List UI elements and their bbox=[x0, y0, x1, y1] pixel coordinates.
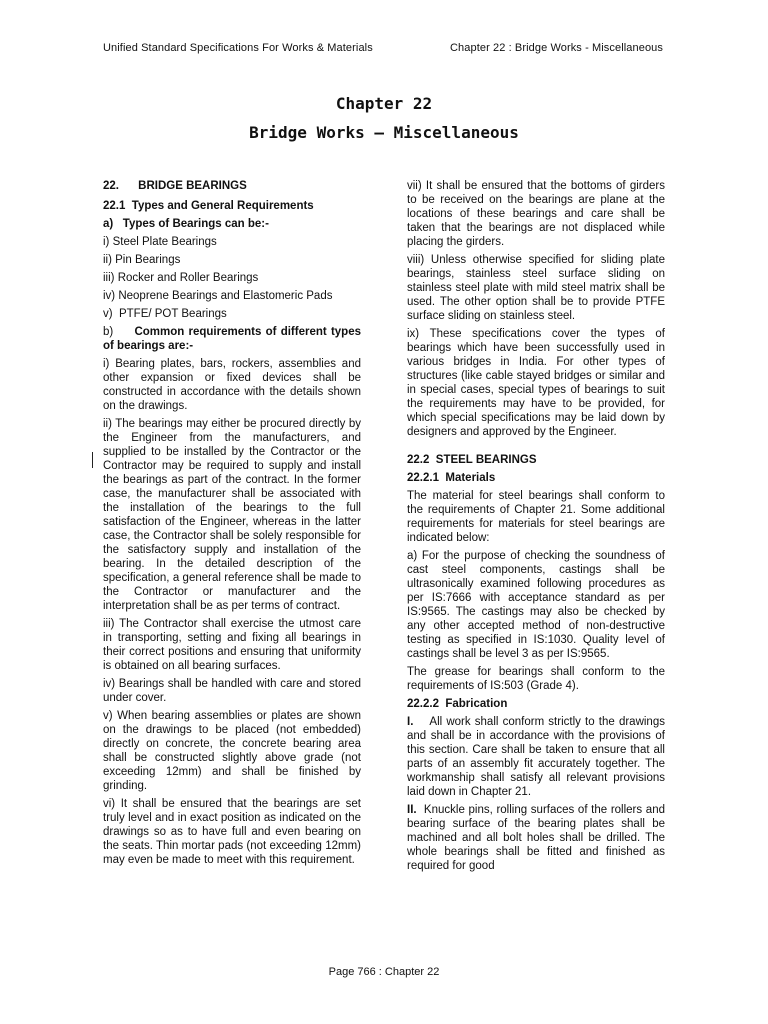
paragraph: viii) Unless otherwise specified for sliding plate bearings, stainless steel surface sliding on stainless steel plate with mild steel matrix shall be used. The other option shall be to provide PTFE surface sliding on stainless steel. bbox=[407, 254, 665, 322]
paragraph: vii) It shall be ensured that the bottoms of girders to be received on the bearings are plane at the locations of these bearings and care shall be taken that the bearings are not displaced while placing the girders. bbox=[407, 180, 665, 248]
paragraph: iv) Bearings shall be handled with care and stored under cover. bbox=[103, 678, 361, 704]
list-item: i) Steel Plate Bearings bbox=[103, 236, 217, 248]
subsection-heading: 22.1 Types and General Requirements bbox=[103, 200, 314, 212]
paragraph: a) For the purpose of checking the soundness of cast steel components, castings shall be ultrasonically examined following procedures as per IS:7666 with acceptance standard as per IS:9565. The castings may also be checked by any other accepted method of non-destructive testing as specified in IS:1030. Quality level of castings shall be level 3 as per IS:9565. bbox=[407, 550, 665, 660]
paragraph bbox=[407, 803, 665, 873]
left-column bbox=[103, 179, 361, 871]
paragraph: The grease for bearings shall conform to the requirements of IS:503 (Grade 4). bbox=[407, 666, 665, 692]
list-heading-b-text: Common requirements of different types of bearings are:- bbox=[103, 326, 361, 352]
paragraph-label: I. bbox=[407, 716, 414, 728]
subsection-heading: 22.2.1 Materials bbox=[407, 472, 496, 484]
page-footer: Page 766 : Chapter 22 bbox=[328, 966, 440, 978]
list-item: ii) Pin Bearings bbox=[103, 254, 181, 266]
paragraph: i) Bearing plates, bars, rockers, assemblies and other expansion or fixed devices shall be constructed in accordance with the details shown on the drawings. bbox=[103, 358, 361, 412]
list-item: iii) Rocker and Roller Bearings bbox=[103, 272, 259, 284]
running-header-right: Chapter 22 : Bridge Works - Miscellaneous bbox=[450, 42, 663, 54]
paragraph: ii) The bearings may either be procured directly by the Engineer from the manufacturers, and supplied to be installed by the Contractor or the Contractor may be required to supply and install the bearings as part of the contract. In the former case, the manufacturer shall be associated with the installation of the bearings to the full satisfaction of the Engineer, whereas in the latter case, the Contractor shall be solely responsible for the satisfactory supply and installation of the bearing. In the detailed description of the specification, a general reference shall be made to the Contractor or manufacturer and the interpretation shall be as per terms of contract. bbox=[103, 418, 361, 612]
list-heading-b bbox=[103, 325, 361, 353]
paragraph bbox=[407, 715, 665, 799]
list-heading: a) Types of Bearings can be:- bbox=[103, 218, 269, 230]
paragraph: vi) It shall be ensured that the bearings are set truly level and in exact position as indicated on the drawings so as to have full and even bearing on the seats. Thin mortar pads (not exceeding 12mm) may even be made to meet with this requirement. bbox=[103, 798, 361, 866]
paragraph-text: All work shall conform strictly to the drawings and shall be in accordance with the provisions of this section. Care shall be taken to ensure that all parts of an assembly fit accurately together. The workmanship shall satisfy all relevant provisions laid down in Chapter 21. bbox=[407, 716, 665, 798]
list-item: iv) Neoprene Bearings and Elastomeric Pads bbox=[103, 290, 333, 302]
chapter-title: Bridge Works – Miscellaneous bbox=[249, 123, 519, 142]
running-header-left: Unified Standard Specifications For Works & Materials bbox=[103, 42, 373, 54]
revision-bar bbox=[92, 452, 93, 468]
list-item: v) PTFE/ POT Bearings bbox=[103, 308, 227, 320]
paragraph-label: II. bbox=[407, 804, 417, 816]
list-heading-b-prefix: b) bbox=[103, 326, 114, 338]
chapter-number: Chapter 22 bbox=[335, 94, 433, 113]
section-heading: 22.2 STEEL BEARINGS bbox=[407, 454, 537, 466]
spacer bbox=[407, 443, 665, 453]
paragraph-text: Knuckle pins, rolling surfaces of the rollers and bearing surface of the bearing plates shall be machined and all bolt holes shall be drilled. The whole bearings shall be fitted and finished as required for good bbox=[407, 804, 665, 872]
section-heading: 22. BRIDGE BEARINGS bbox=[103, 180, 247, 192]
paragraph: The material for steel bearings shall conform to the requirements of Chapter 21. Some additional requirements for materials for steel bearings are indicated below: bbox=[407, 490, 665, 544]
paragraph: v) When bearing assemblies or plates are shown on the drawings to be placed (not embedded) directly on concrete, the concrete bearing area shall be constructed slightly above grade (not exceeding 12mm) and shall be finished by grinding. bbox=[103, 710, 361, 792]
subsection-heading: 22.2.2 Fabrication bbox=[407, 698, 508, 710]
paragraph: iii) The Contractor shall exercise the utmost care in transporting, setting and fixing all bearings in their correct positions and ensuring that uniformity is obtained on all bearing surfaces. bbox=[103, 618, 361, 672]
paragraph: ix) These specifications cover the types of bearings which have been successfully used in various bridges in India. For other types of structures (like cable stayed bridges or similar and in special cases, special types of bearings to suit the requirements may have to be provided, for which special specifications may be laid down by designers and approved by the Engineer. bbox=[407, 328, 665, 438]
right-column bbox=[407, 179, 665, 877]
